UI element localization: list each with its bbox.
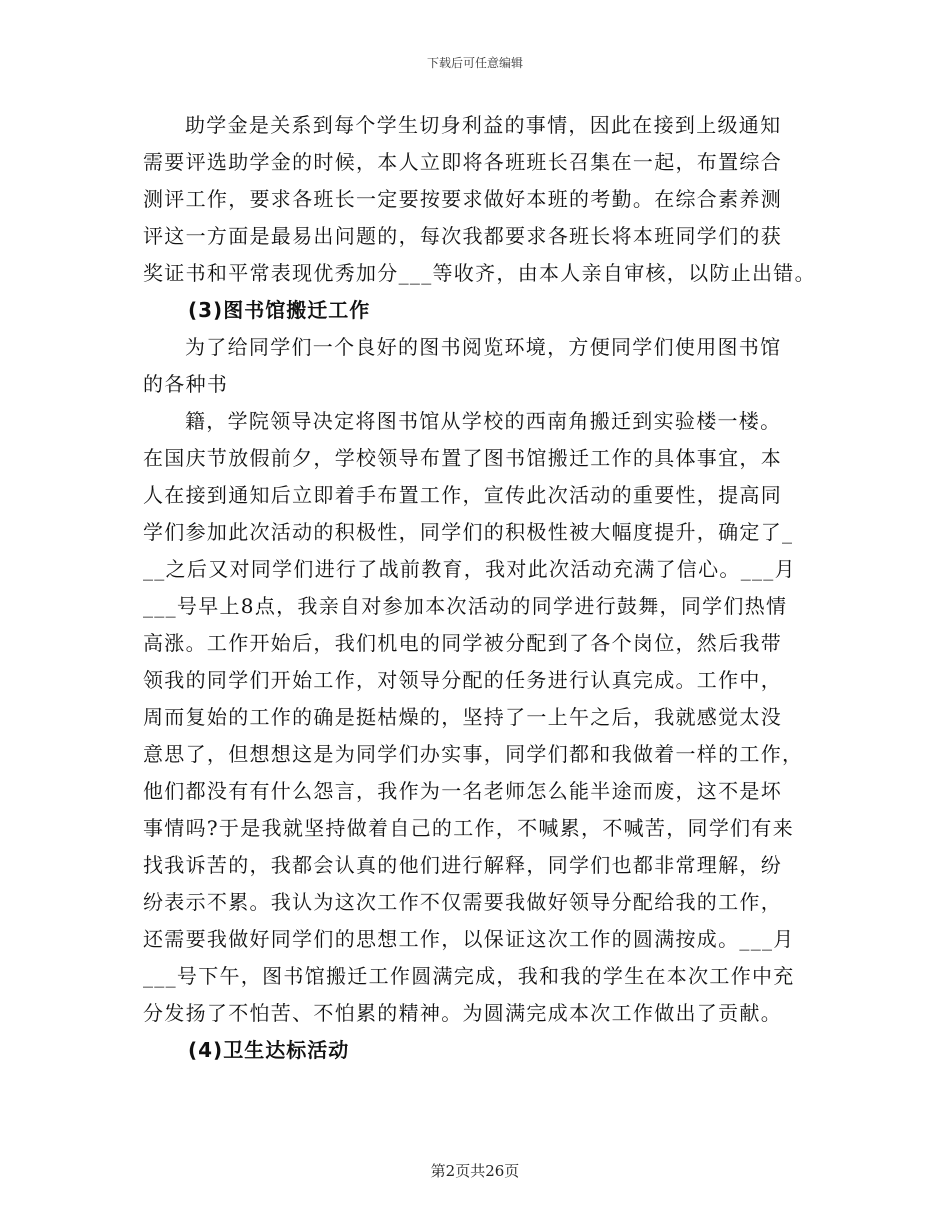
paragraph-line: 在国庆节放假前夕，学校领导布置了图书馆搬迁工作的具体事宜，本 [143, 446, 782, 470]
paragraph-line: 还需要我做好同学们的思想工作，以保证这次工作的圆满按成。___月 [143, 927, 795, 951]
paragraph-line: 高涨。工作开始后，我们机电的同学被分配到了各个岗位，然后我带 [143, 631, 782, 655]
paragraph-line: 评这一方面是最易出问题的，每次我都要求各班长将本班同学们的获 [143, 224, 782, 248]
paragraph-line: 找我诉苦的，我都会认真的他们进行解释，同学们也都非常理解，纷 [143, 853, 782, 877]
paragraph-line: ___号下午，图书馆搬迁工作圆满完成，我和我的学生在本次工作中充 [143, 964, 795, 988]
section-heading: (3)图书馆搬迁工作 [188, 298, 371, 322]
paragraph-line: 测评工作，要求各班长一定要按要求做好本班的考勤。在综合素养测 [143, 187, 782, 211]
paragraph-line: 的各种书 [143, 372, 229, 396]
paragraph-line: 纷表示不累。我认为这次工作不仅需要我做好领导分配给我的工作， [143, 890, 782, 914]
paragraph-line: 周而复始的工作的确是挺枯燥的，坚持了一上午之后，我就感觉太没 [143, 705, 782, 729]
paragraph-line: 籍，学院领导决定将图书馆从学校的西南角搬迁到实验楼一楼。 [185, 409, 782, 433]
paragraph-line: 人在接到通知后立即着手布置工作，宣传此次活动的重要性，提高同 [143, 483, 782, 507]
paragraph-line: 分发扬了不怕苦、不怕累的精神。为圆满完成本次工作做出了贡献。 [143, 1001, 782, 1025]
paragraph-line: 意思了，但想想这是为同学们办实事，同学们都和我做着一样的工作， [143, 742, 804, 766]
paragraph-line: 助学金是关系到每个学生切身利益的事情，因此在接到上级通知 [185, 113, 782, 137]
paragraph-line: 学们参加此次活动的积极性，同学们的积极性被大幅度提升，确定了_ [143, 520, 794, 544]
section-heading: (4)卫生达标活动 [188, 1038, 350, 1062]
page-footer: 第2页共26页 [430, 1162, 520, 1180]
paragraph-line: ___号早上8点，我亲自对参加本次活动的同学进行鼓舞，同学们热情 [143, 594, 788, 618]
paragraph-line: __之后又对同学们进行了战前教育，我对此次活动充满了信心。___月 [143, 557, 796, 581]
paragraph-line: 奖证书和平常表现优秀加分___等收齐，由本人亲自审核，以防止出错。 [143, 261, 816, 285]
paragraph-line: 为了给同学们一个良好的图书阅览环境，方便同学们使用图书馆 [185, 335, 782, 359]
paragraph-line: 领我的同学们开始工作，对领导分配的任务进行认真完成。工作中， [143, 668, 782, 692]
paragraph-line: 需要评选助学金的时候，本人立即将各班班长召集在一起，布置综合 [143, 150, 782, 174]
paragraph-line: 他们都没有有什么怨言，我作为一名老师怎么能半途而废，这不是坏 [143, 779, 782, 803]
document-body [143, 107, 823, 1069]
page-header: 下载后可任意编辑 [426, 56, 523, 70]
paragraph-line: 事情吗?于是我就坚持做着自己的工作，不喊累，不喊苦，同学们有来 [143, 816, 795, 840]
